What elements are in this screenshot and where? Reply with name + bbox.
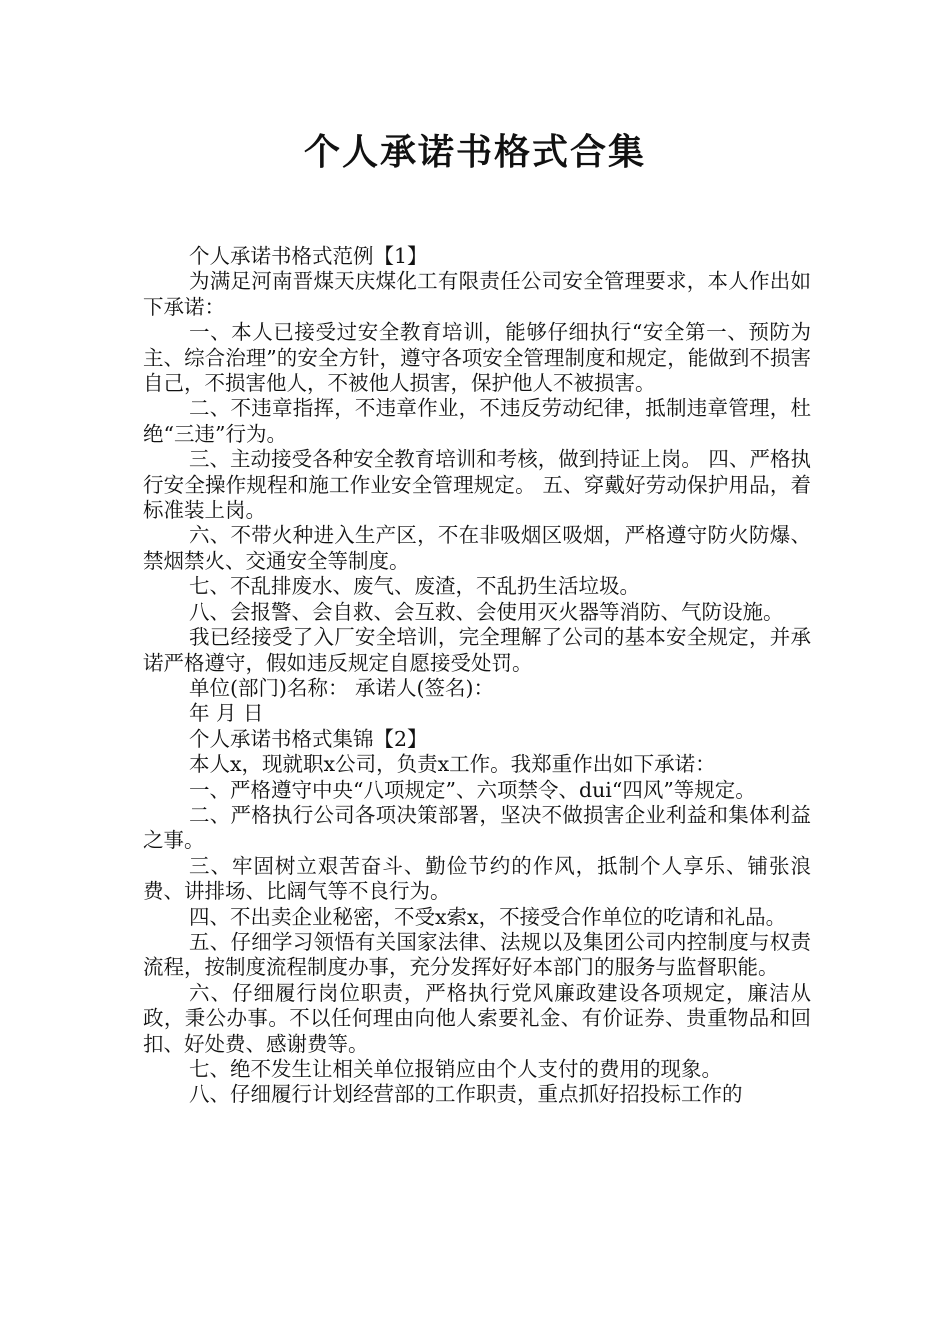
- paragraph-item-2-6: 六、仔细履行岗位职责，严格执行党风廉政建设各项规定，廉洁从政，秉公办事。不以任何理由向他人索要礼金、有价证券、贵重物品和回扣、好处费、感谢费等。: [143, 980, 811, 1056]
- paragraph-item-1-2: 二、不违章指挥，不违章作业，不违反劳动纪律，抵制违章管理，杜绝“三违”行为。: [143, 396, 811, 446]
- paragraph-item-1-8: 八、会报警、会自救、会互救、会使用灭火器等消防、气防设施。: [189, 599, 784, 624]
- paragraph-item-2-2: 二、严格执行公司各项决策部署，坚决不做损害企业利益和集体利益之事。: [143, 802, 811, 853]
- paragraph-item-2-7: 七、绝不发生让相关单位报销应由个人支付的费用的现象。: [189, 1057, 722, 1081]
- paragraph-item-2-5: 五、仔细学习领悟有关国家法律、法规以及集团公司内控制度与权责流程，按制度流程制度办事，充分发挥好好本部门的服务与监督职能。: [143, 929, 811, 980]
- paragraph-item-2-8: 八、仔细履行计划经营部的工作职责，重点抓好招投标工作的: [189, 1082, 743, 1107]
- paragraph-item-1-6: 六、不带火种进入生产区，不在非吸烟区吸烟，严格遵守防火防爆、禁烟禁火、交通安全等制度。: [143, 523, 811, 573]
- paragraph-item-2-1: 一、严格遵守中央“八项规定”、六项禁令、dui“四风”等规定。: [189, 777, 756, 802]
- section-heading-2: 个人承诺书格式集锦【2】: [189, 726, 428, 751]
- paragraph-item-2-3: 三、牢固树立艰苦奋斗、勤俭节约的作风，抵制个人享乐、铺张浪费、讲排场、比阔气等不良行为。: [143, 853, 811, 904]
- paragraph-item-1-7: 七、不乱排废水、废气、废渣，不乱扔生活垃圾。: [189, 574, 640, 599]
- paragraph-intro-2: 本人x，现就职x公司，负责x工作。我郑重作出如下承诺：: [189, 752, 716, 777]
- date-line: 年 月 日: [189, 701, 264, 726]
- paragraph-item-2-4: 四、不出卖企业秘密，不受x索x，不接受合作单位的吃请和礼品。: [189, 904, 787, 929]
- paragraph-item-1-3: 三、主动接受各种安全教育培训和考核，做到持证上岗。 四、严格执行安全操作规程和施工作业安全管理规定。 五、穿戴好劳动保护用品，着标准装上岗。: [143, 447, 811, 523]
- paragraph-item-1-1: 一、本人已接受过安全教育培训，能够仔细执行“安全第一、预防为主、综合治理”的安全方针，遵守各项安全管理制度和规定，能做到不损害自己，不损害他人，不被他人损害，保护他人不被损害。: [143, 320, 811, 396]
- paragraph-closing-1: 我已经接受了入厂安全培训，完全理解了公司的基本安全规定，并承诺严格遵守，假如违反规定自愿接受处罚。: [143, 625, 811, 675]
- section-heading-1: 个人承诺书格式范例【1】: [189, 244, 428, 268]
- signature-line: 单位(部门)名称： 承诺人(签名)：: [189, 675, 495, 700]
- document-title: 个人承诺书格式合集: [303, 131, 646, 173]
- paragraph-intro-1: 为满足河南晋煤天庆煤化工有限责任公司安全管理要求，本人作出如下承诺：: [143, 269, 811, 319]
- document-body: [143, 244, 811, 1108]
